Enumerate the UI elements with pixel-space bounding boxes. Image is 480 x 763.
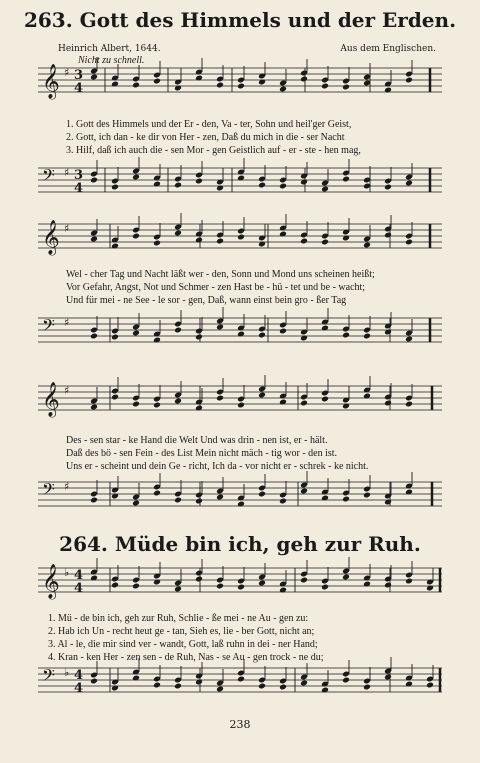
note-head — [153, 402, 161, 409]
note-head — [174, 586, 182, 593]
note-head — [90, 74, 98, 81]
note-head — [405, 239, 413, 246]
note-head — [237, 676, 245, 683]
music-staff — [38, 382, 442, 417]
bass-clef-icon: 𝄢 — [42, 315, 55, 339]
note-head — [195, 334, 203, 341]
note-head — [174, 497, 182, 504]
music-staff — [38, 564, 442, 599]
note-head — [279, 684, 287, 691]
treble-clef-icon: 𝄞 — [42, 564, 60, 599]
lyric-line: Wel - cher Tag und Nacht läßt wer - den, Sonn und Mond uns scheinen heißt; — [66, 269, 375, 280]
note-head — [363, 242, 371, 249]
key-signature-icon: ♯ — [64, 480, 70, 493]
note-head — [90, 404, 98, 411]
note-head — [195, 178, 203, 185]
note-head — [279, 183, 287, 190]
hymn-263-title: 263. Gott des Himmels und der Erden. — [23, 8, 457, 32]
note-head — [216, 238, 224, 245]
note-head — [258, 332, 266, 339]
note-head — [153, 240, 161, 247]
treble-clef-icon: 𝄞 — [42, 382, 60, 417]
lyric-line: 3. Hilf, daß ich auch die - sen Mor - gen Geistlich auf - er - ste - hen mag, — [66, 145, 361, 156]
note-head — [174, 683, 182, 690]
note-head — [258, 491, 266, 498]
note-head — [111, 394, 119, 401]
hymn-264-title: 264. Müde bin ich, geh zur Ruh. — [59, 532, 421, 556]
treble-clef-icon: 𝄞 — [42, 220, 60, 255]
note-head — [237, 83, 245, 90]
source-credit: Aus dem Englischen. — [340, 44, 436, 54]
note-head — [321, 584, 329, 591]
note-head — [363, 684, 371, 691]
note-head — [216, 494, 224, 501]
note-head — [258, 182, 266, 189]
lyric-line: Uns er - scheint und dein Ge - richt, Ich da - vor nicht er - schrek - ke nicht. — [66, 461, 369, 472]
treble-clef-icon: 𝄞 — [42, 64, 60, 99]
note-head — [174, 182, 182, 189]
note-head — [132, 174, 140, 181]
music-staff — [38, 64, 442, 99]
bass-clef-icon: 𝄢 — [42, 479, 55, 503]
note-head — [132, 233, 140, 240]
note-head — [174, 327, 182, 334]
note-head — [195, 576, 203, 583]
music-staff — [38, 166, 442, 194]
note-head — [405, 401, 413, 408]
bass-clef-icon: 𝄢 — [42, 665, 55, 689]
composer-credit: Heinrich Albert, 1644. — [58, 44, 161, 54]
note-head — [405, 180, 413, 187]
note-head — [300, 238, 308, 245]
note-head — [90, 177, 98, 184]
note-head — [153, 78, 161, 85]
key-signature-icon: ♯ — [64, 66, 70, 79]
note-head — [426, 682, 434, 689]
note-head — [384, 674, 392, 681]
note-head — [300, 400, 308, 407]
lyric-line: 1. Mü - de bin ich, geh zur Ruh, Schlie - ße mei - ne Au - gen zu: — [48, 613, 309, 624]
note-head — [132, 500, 140, 507]
note-head — [342, 176, 350, 183]
note-head — [300, 680, 308, 687]
time-signature-top: 3 — [74, 168, 84, 183]
key-signature-icon: ♭ — [64, 566, 70, 579]
note-head — [321, 239, 329, 246]
note-head — [153, 682, 161, 689]
note-head — [132, 330, 140, 337]
time-signature-top: 3 — [74, 68, 84, 83]
note-head — [237, 234, 245, 241]
note-head — [300, 488, 308, 495]
time-signature-bottom: 4 — [74, 581, 84, 596]
note-head — [132, 401, 140, 408]
note-head — [279, 86, 287, 93]
lyric-line: 3. Al - le, die mir sind ver - wandt, Gott, laß ruhn in dei - ner Hand; — [48, 639, 318, 650]
note-head — [300, 577, 308, 584]
note-head — [90, 236, 98, 243]
note-head — [237, 402, 245, 409]
note-head — [342, 574, 350, 581]
note-head — [111, 582, 119, 589]
lyric-line: 2. Hab ich Un - recht heut ge - tan, Sieh es, lie - ber Gott, nicht an; — [48, 626, 315, 637]
note-head — [384, 232, 392, 239]
key-signature-icon: ♯ — [64, 166, 70, 179]
note-head — [216, 324, 224, 331]
note-head — [90, 678, 98, 685]
note-head — [384, 184, 392, 191]
note-head — [132, 82, 140, 89]
note-head — [258, 392, 266, 399]
note-head — [132, 583, 140, 590]
note-head — [405, 578, 413, 585]
lyric-line: Daß des bö - sen Fein - des List Mein nicht mäch - tig wor - den ist. — [66, 448, 338, 459]
time-signature-bottom: 4 — [74, 181, 84, 196]
note-head — [258, 580, 266, 587]
time-signature-bottom: 4 — [74, 81, 84, 96]
note-head — [216, 686, 224, 693]
bass-clef-icon: 𝄢 — [42, 165, 55, 189]
time-signature-top: 4 — [74, 668, 84, 683]
note-head — [90, 333, 98, 340]
note-head — [111, 184, 119, 191]
note-head — [321, 396, 329, 403]
time-signature-top: 4 — [74, 568, 84, 583]
music-staff — [38, 220, 442, 255]
note-head — [363, 333, 371, 340]
key-signature-icon: ♯ — [64, 222, 70, 235]
note-head — [279, 498, 287, 505]
note-head — [321, 186, 329, 193]
note-head — [342, 496, 350, 503]
note-head — [195, 498, 203, 505]
tempo-marking: Nicht zu schnell. — [78, 55, 145, 66]
note-head — [216, 82, 224, 89]
note-head — [363, 492, 371, 499]
note-head — [237, 584, 245, 591]
note-head — [405, 77, 413, 84]
music-staff — [38, 480, 442, 508]
note-head — [279, 328, 287, 335]
note-head — [405, 336, 413, 343]
note-head — [111, 334, 119, 341]
page-number: 238 — [229, 718, 251, 731]
key-signature-icon: ♯ — [64, 384, 70, 397]
note-head — [384, 582, 392, 589]
note-head — [258, 683, 266, 690]
time-signature-bottom: 4 — [74, 681, 84, 696]
lyric-line: 1. Gott des Himmels und der Er - den, Va - ter, Sohn und heil'ger Geist, — [66, 119, 352, 130]
note-head — [174, 230, 182, 237]
note-head — [300, 76, 308, 83]
key-signature-icon: ♭ — [64, 666, 70, 679]
note-head — [342, 332, 350, 339]
note-head — [174, 398, 182, 405]
note-head — [216, 583, 224, 590]
lyric-line: Und für mei - ne See - le sor - gen, Daß, wann einst bein gro - ßer Tag — [66, 295, 347, 306]
lyric-line: 4. Kran - ken Her - zen sen - de Ruh, Nas - se Au - gen trock - ne du; — [48, 652, 324, 663]
music-staff — [38, 666, 442, 694]
note-head — [90, 497, 98, 504]
note-head — [342, 677, 350, 684]
lyric-line: Vor Gefahr, Angst, Not und Schmer - zen Hast be - hü - tet und be - wacht; — [66, 282, 366, 293]
key-signature-icon: ♯ — [64, 316, 70, 329]
note-head — [216, 395, 224, 402]
lyric-line: Des - sen star - ke Hand die Welt Und was drin - nen ist, er - hält. — [66, 435, 328, 446]
note-head — [153, 490, 161, 497]
lyric-line: 2. Gott, ich dan - ke dir von Her - zen, Daß du mich in die - ser Nacht — [66, 132, 345, 143]
note-head — [384, 400, 392, 407]
note-head — [342, 84, 350, 91]
music-staff — [38, 316, 442, 344]
note-head — [321, 83, 329, 90]
